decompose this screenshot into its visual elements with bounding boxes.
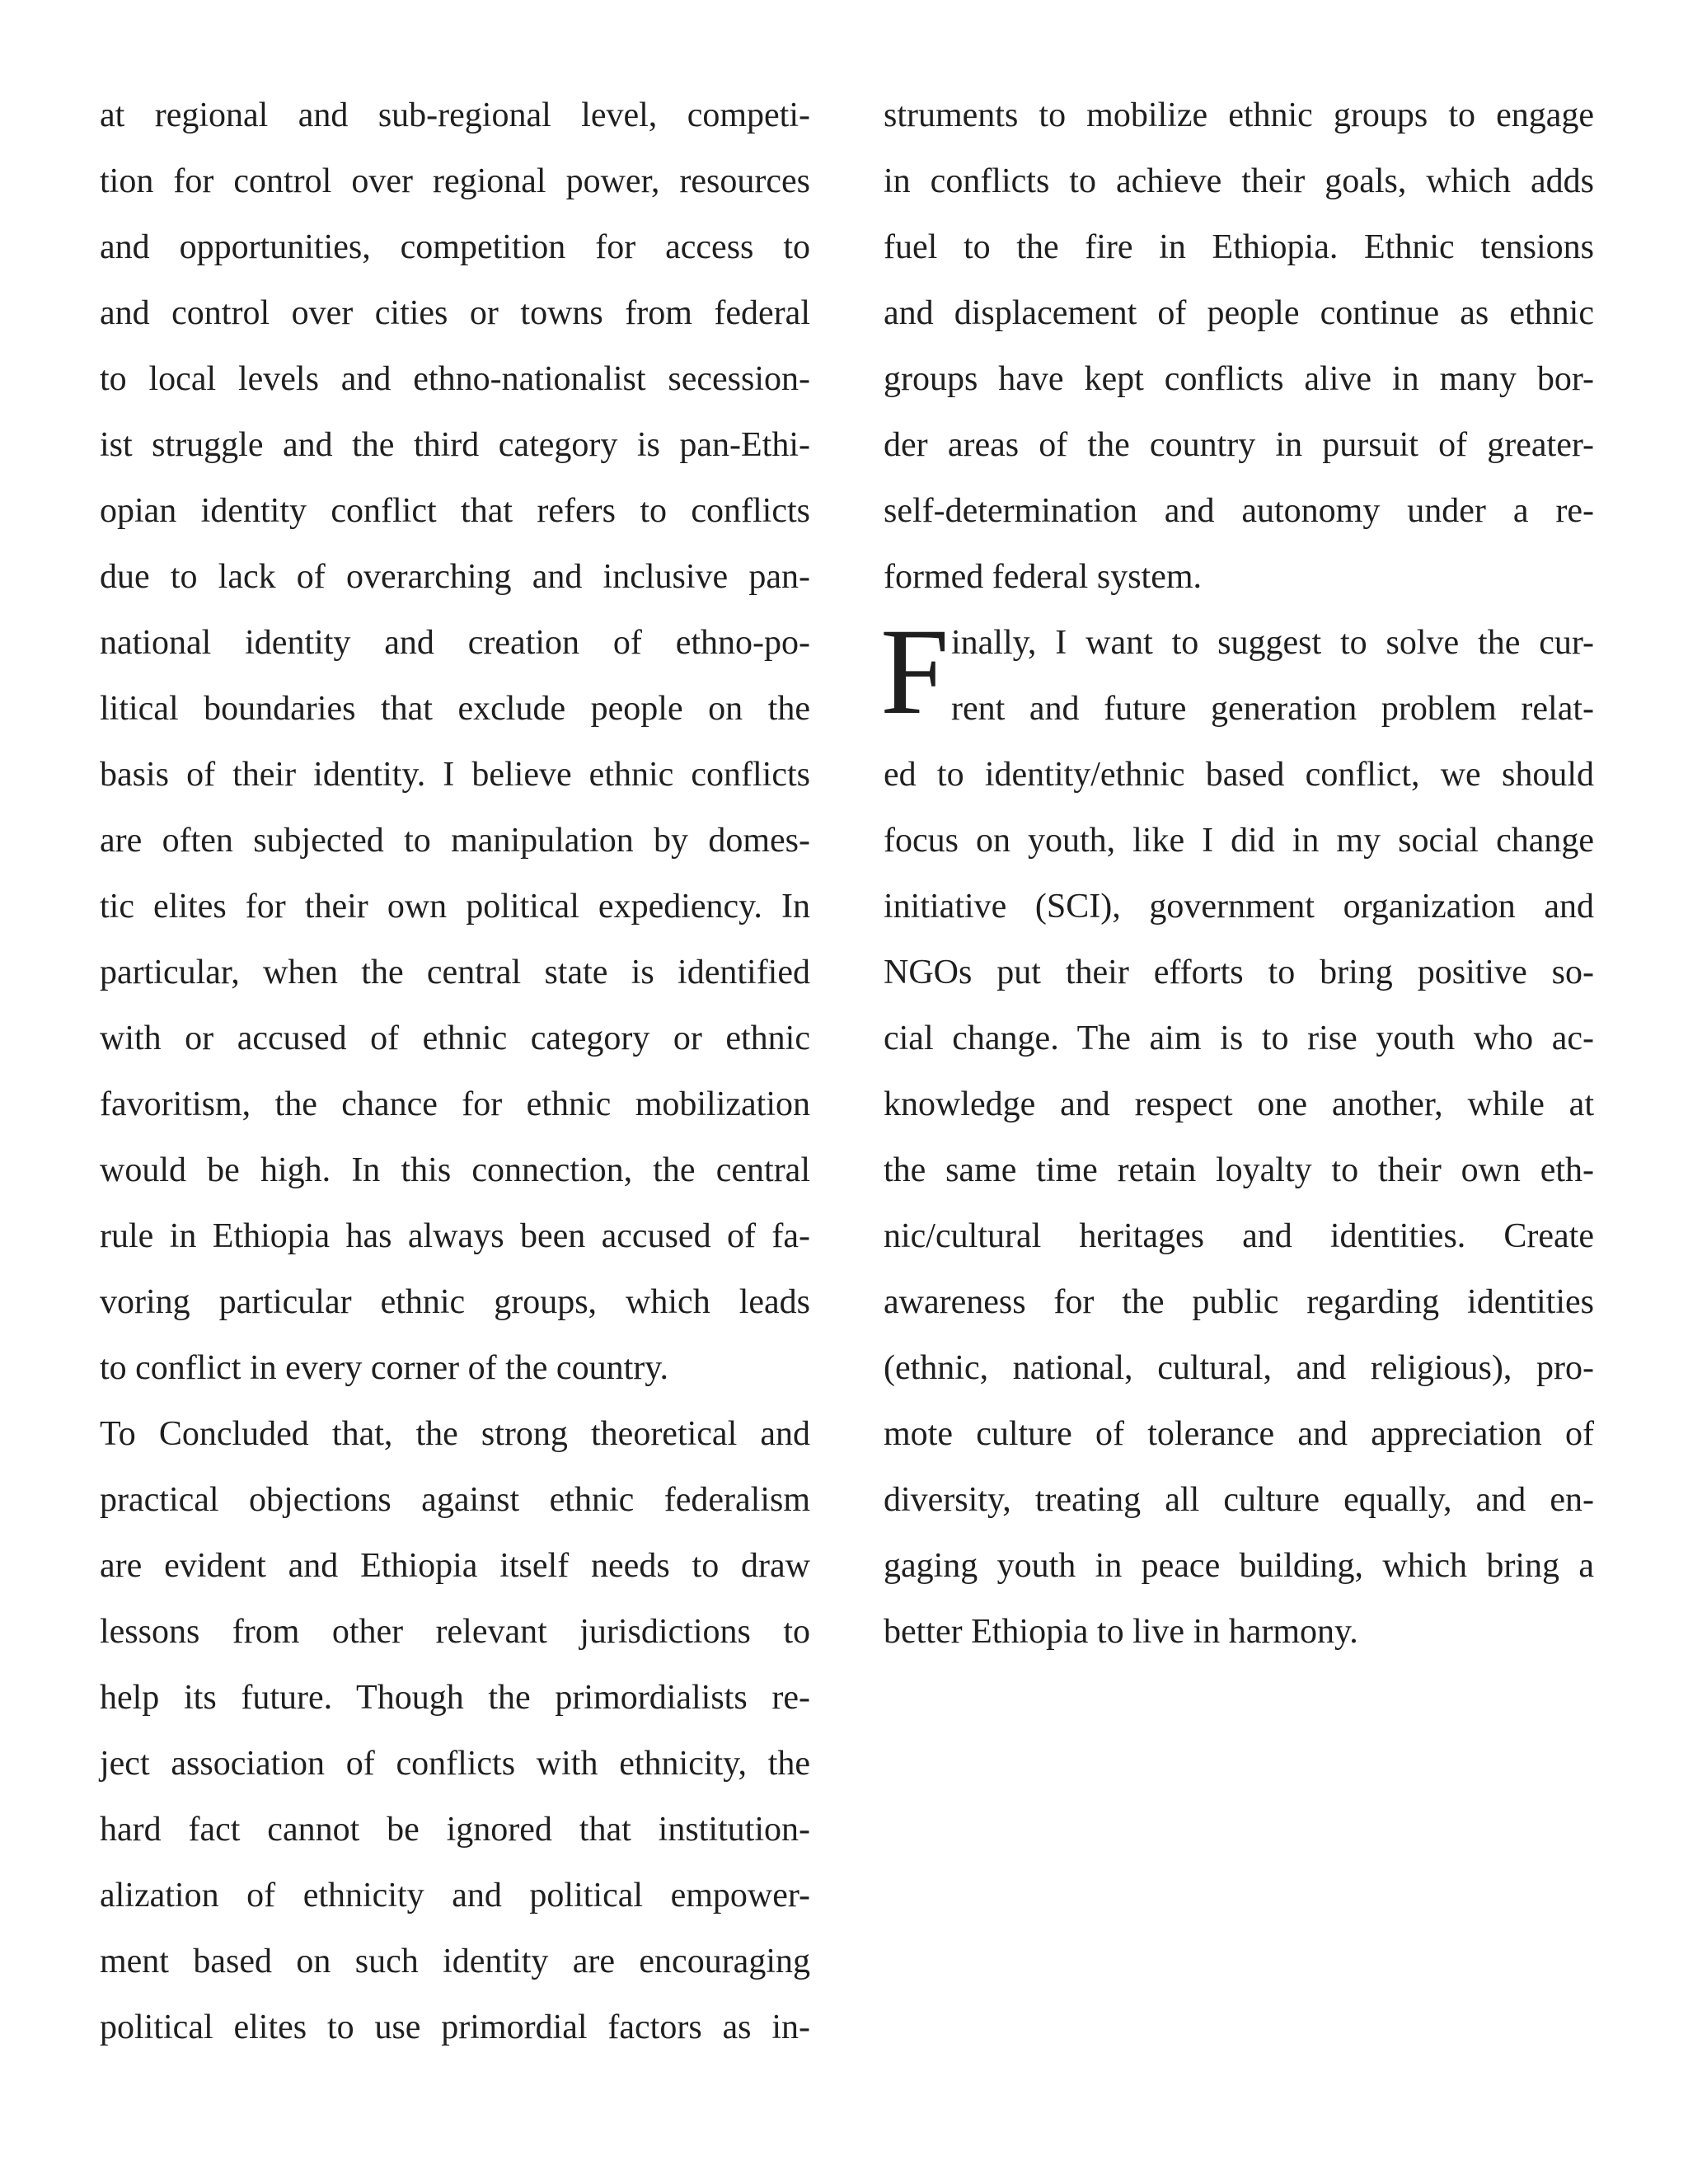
text-line: litical boundaries that exclude people on the — [100, 690, 810, 728]
text-line: and control over cities or towns from federal — [100, 294, 810, 332]
text-line: gaging youth in peace building, which bring a — [884, 1547, 1594, 1585]
text-line: in conflicts to achieve their goals, which adds — [884, 162, 1594, 200]
text-line: der areas of the country in pursuit of greater- — [884, 426, 1594, 464]
text-line: awareness for the public regarding identities — [884, 1283, 1594, 1321]
text-line: would be high. In this connection, the central — [100, 1151, 810, 1189]
text-line: mote culture of tolerance and appreciation of — [884, 1415, 1594, 1453]
text-line: alization of ethnicity and political empower- — [100, 1877, 810, 1915]
text-line: tion for control over regional power, resources — [100, 162, 810, 200]
text-line: ed to identity/ethnic based conflict, we should — [884, 756, 1594, 794]
text-line: rule in Ethiopia has always been accused of fa- — [100, 1217, 810, 1255]
text-line: help its future. Though the primordialists re- — [100, 1679, 810, 1717]
text-line: knowledge and respect one another, while at — [884, 1085, 1594, 1123]
text-line: tic elites for their own political expediency. In — [100, 888, 810, 926]
text-line: formed federal system. — [884, 558, 1203, 596]
text-line: lessons from other relevant jurisdictions to — [100, 1613, 810, 1651]
text-line: rent and future generation problem relat- — [951, 690, 1594, 728]
text-line: NGOs put their efforts to bring positive so- — [884, 954, 1594, 991]
text-line: nic/cultural heritages and identities. Create — [884, 1217, 1594, 1255]
text-line: diversity, treating all culture equally, and en- — [884, 1481, 1594, 1519]
text-line: practical objections against ethnic federalism — [100, 1481, 810, 1519]
text-line: with or accused of ethnic category or ethnic — [100, 1019, 810, 1057]
text-line: focus on youth, like I did in my social change — [884, 822, 1594, 860]
text-line: struments to mobilize ethnic groups to engage — [884, 96, 1594, 134]
final-paragraph — [880, 603, 1594, 1670]
text-line: hard fact cannot be ignored that institution- — [100, 1811, 810, 1849]
drop-cap: F — [880, 603, 950, 740]
text-line: favoritism, the chance for ethnic mobilization — [100, 1085, 810, 1123]
text-line: cial change. The aim is to rise youth who ac- — [884, 1019, 1594, 1057]
text-line: at regional and sub-regional level, competi- — [100, 96, 810, 134]
text-line: better Ethiopia to live in harmony. — [884, 1613, 1358, 1651]
text-line: initiative (SCI), government organization and — [884, 888, 1594, 926]
text-line: are evident and Ethiopia itself needs to draw — [100, 1547, 810, 1585]
text-line: voring particular ethnic groups, which leads — [100, 1283, 810, 1321]
text-line: particular, when the central state is identified — [100, 954, 810, 991]
text-line: basis of their identity. I believe ethnic conflicts — [100, 756, 810, 794]
text-line: self-determination and autonomy under a re- — [884, 492, 1594, 530]
text-line-content: inally, I want to suggest to solve the cur- — [951, 624, 1594, 662]
text-line: and displacement of people continue as ethnic — [884, 294, 1594, 332]
text-line: ject association of conflicts with ethnicity, the — [100, 1745, 810, 1783]
text-line: are often subjected to manipulation by domes- — [100, 822, 810, 860]
text-line: fuel to the fire in Ethiopia. Ethnic tensions — [884, 228, 1594, 266]
text-line: due to lack of overarching and inclusive pan- — [100, 558, 810, 596]
text-line: and opportunities, competition for access to — [100, 228, 810, 266]
text-line: opian identity conflict that refers to conflicts — [100, 492, 810, 530]
text-line: to conflict in every corner of the country. — [100, 1349, 669, 1387]
text-line: the same time retain loyalty to their own eth- — [884, 1151, 1594, 1189]
text-line: To Concluded that, the strong theoretical and — [100, 1415, 810, 1453]
left-text-column — [100, 87, 810, 2065]
text-line: ist struggle and the third category is pan-Ethi- — [100, 426, 810, 464]
text-line: ment based on such identity are encouraging — [100, 1943, 810, 1980]
text-line: political elites to use primordial factors as in- — [100, 2008, 810, 2046]
text-line: national identity and creation of ethno-po- — [100, 624, 810, 662]
text-line: (ethnic, national, cultural, and religious), pro- — [884, 1349, 1594, 1387]
text-line: groups have kept conflicts alive in many bor- — [884, 360, 1594, 398]
text-line: to local levels and ethno-nationalist secession- — [100, 360, 810, 398]
right-text-column — [880, 87, 1594, 1670]
